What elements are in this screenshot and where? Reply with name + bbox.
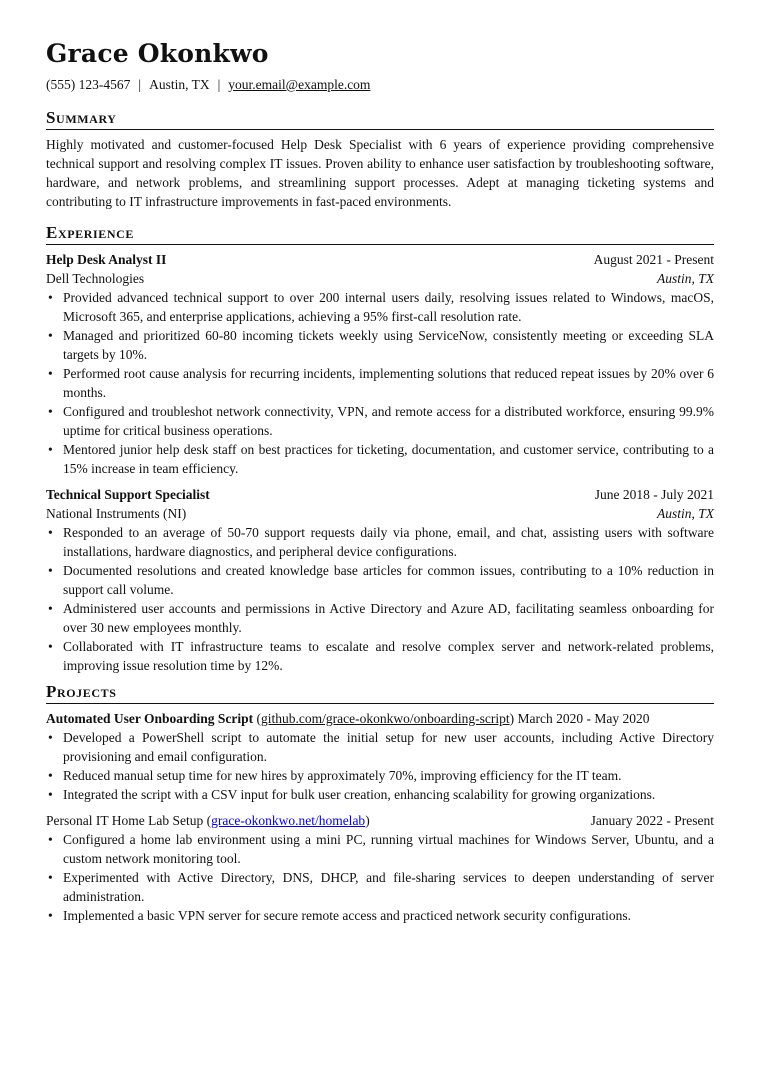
contact-separator: | [138,77,142,92]
job-header [46,485,714,504]
job-entry [46,250,714,478]
bullet-item: • Collaborated with IT infrastructure teams to escalate and resolve complex server and network-related problems, improving issue resolution time by 12%. [46,637,714,675]
experience-heading: Experience [46,223,714,245]
project-link[interactable]: github.com/grace-okonkwo/onboarding-script [261,711,510,726]
project-dates: January 2022 - Present [590,813,714,828]
project-dates: March 2020 - May 2020 [517,711,650,726]
bullet-item: • Administered user accounts and permissions in Active Directory and Azure AD, facilitating seamless onboarding for over 30 new employees monthly. [46,599,714,637]
bullet-item: • Provided advanced technical support to over 200 internal users daily, resolving issues related to Windows, macOS, Microsoft 365, and enterprise applications, achieving a 95% first-call resolution rate. [46,288,714,326]
project-title: Personal IT Home Lab Setup [46,813,204,828]
project-entry [46,811,714,925]
phone-number: (555) 123-4567 [46,77,131,92]
bullet-item: • Reduced manual setup time for new hires by approximately 70%, improving efficiency for the IT team. [46,766,714,785]
bullet-item: • Integrated the script with a CSV input for bulk user creation, enhancing scalability for growing organizations. [46,785,714,804]
experience-section [46,223,714,675]
job-company: National Instruments (NI) [46,506,187,521]
bullet-item: • Experimented with Active Directory, DNS, DHCP, and file-sharing services to deepen understanding of server administration. [46,868,714,906]
bullet-item: • Managed and prioritized 60-80 incoming tickets weekly using ServiceNow, consistently meeting or exceeding SLA targets by 10%. [46,326,714,364]
bullet-item: • Developed a PowerShell script to automate the initial setup for new user accounts, including Active Directory provisioning and email configuration. [46,728,714,766]
project-header: Automated User Onboarding Script (github.com/grace-okonkwo/onboarding-script) March 2020 - May 2020 [46,711,650,726]
summary-heading: Summary [46,108,714,130]
bullet-item: • Performed root cause analysis for recurring incidents, implementing solutions that reduced repeat issues by 20% over 6 months. [46,364,714,402]
location-text: Austin, TX [149,77,210,92]
job-subheader [46,504,714,523]
job-entry [46,485,714,675]
summary-text: Highly motivated and customer-focused Help Desk Specialist with 6 years of experience providing comprehensive technical support and resolving complex IT issues. Proven ability to enhance user satisfaction by troubleshooting software, hardware, and network problems, and streamlining support processes. Adept at managing ticketing systems and contributing to IT infrastructure improvements in fast-paced environments. [46,137,714,209]
job-dates: June 2018 - July 2021 [594,487,714,502]
bullet-item: • Mentored junior help desk staff on best practices for ticketing, documentation, and customer service, contributing to a 15% increase in team efficiency. [46,440,714,478]
summary-section [46,108,714,211]
job-title: Technical Support Specialist [46,487,210,502]
job-bullets [46,288,714,478]
project-header: Personal IT Home Lab Setup (grace-okonkwo.net/homelab) January 2022 - Present [46,813,714,828]
bullet-item: • Implemented a basic VPN server for secure remote access and practiced network security configurations. [46,906,714,925]
job-dates: August 2021 - Present [593,252,714,267]
contact-separator: | [217,77,221,92]
bullet-item: • Configured and troubleshot network connectivity, VPN, and remote access for a distributed workforce, ensuring 99.9% uptime for critical business operations. [46,402,714,440]
job-header [46,250,714,269]
email-link[interactable]: your.email@example.com [228,77,371,92]
project-bullets [46,728,714,804]
job-subheader [46,269,714,288]
bullet-item: • Responded to an average of 50-70 support requests daily via phone, email, and chat, assisting users with software installations, hardware diagnostics, and peripheral device configurations. [46,523,714,561]
project-bullets [46,830,714,925]
bullet-item: • Configured a home lab environment using a mini PC, running virtual machines for Windows Server, Ubuntu, and a custom network monitoring tool. [46,830,714,868]
projects-heading: Projects [46,682,714,704]
project-link[interactable]: grace-okonkwo.net/homelab [211,813,366,828]
job-location: Austin, TX [656,271,714,286]
bullet-item: • Documented resolutions and created knowledge base articles for common issues, contributing to a 10% reduction in support call volume. [46,561,714,599]
job-title: Help Desk Analyst II [46,252,167,267]
candidate-name: Grace Okonkwo [46,39,269,68]
project-entry [46,709,714,804]
job-location: Austin, TX [656,506,714,521]
resume-page [46,38,714,932]
job-bullets [46,523,714,675]
project-title: Automated User Onboarding Script [46,711,254,726]
projects-section [46,682,714,925]
job-company: Dell Technologies [46,271,145,286]
contact-line [46,76,714,94]
